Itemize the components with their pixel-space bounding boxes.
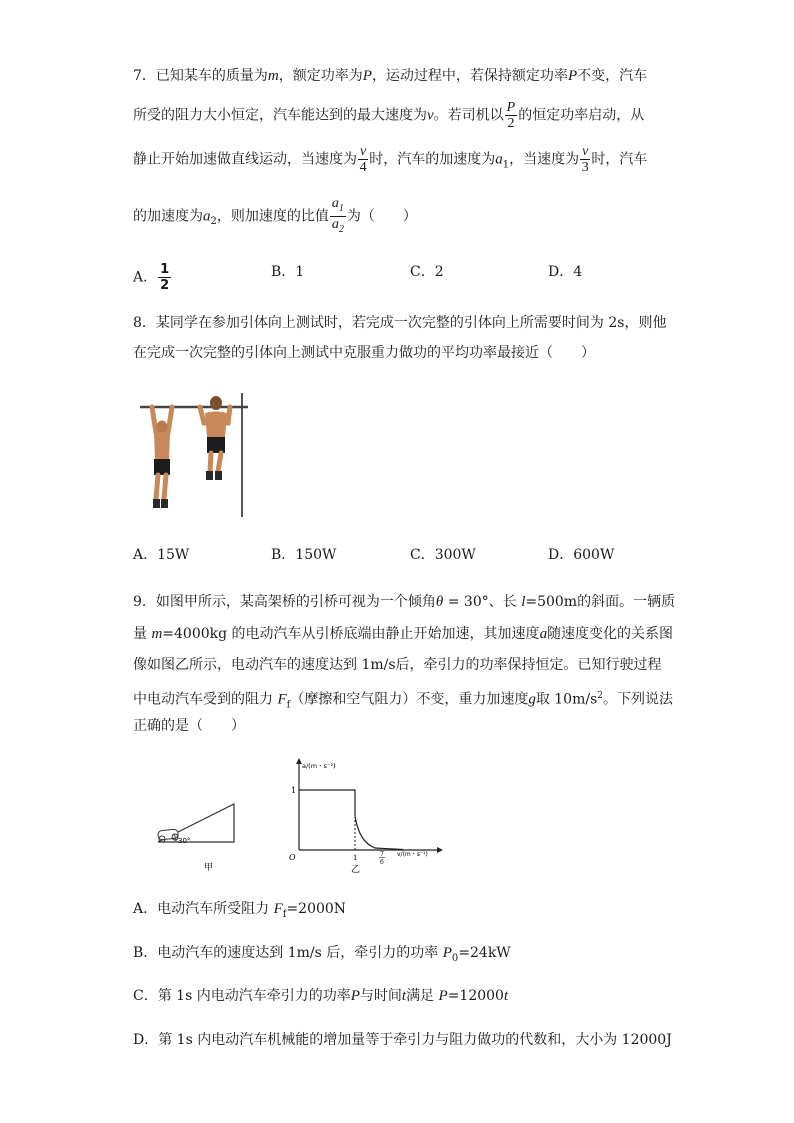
q7-option-d: D．4 <box>548 264 583 280</box>
q9-option-c: C．第 1s 内电动汽车牵引力的功率P与时间t满足 P=12000t <box>133 988 509 1004</box>
q9-line-2: 量 m=4000kg 的电动汽车从引桥底端由静止开始加速，其加速度a随速度变化的关系图 <box>133 626 674 642</box>
q9-line-5: 正确的是（ ） <box>133 718 245 734</box>
fraction-a1-over-a2: $\frac{a_1}{a_2}$ <box>331 196 344 235</box>
q7-line-4: 的加速度为$a_2$，则加速度的比值 $\frac{a_1}{a_2}$ 为（ ） <box>133 196 417 235</box>
x-axis-label: v/(m・s⁻¹) <box>397 851 428 858</box>
figure-yi-label: 乙 <box>351 865 361 875</box>
y-axis-label: a/(m・s⁻²) <box>302 762 336 770</box>
q7-option-b: B．1 <box>271 264 305 280</box>
person-pulled-up <box>200 396 230 480</box>
angle-label: 30° <box>178 837 191 845</box>
q8-line-2: 在完成一次完整的引体向上测试中克服重力做功的平均功率最接近（ ） <box>133 345 595 361</box>
q7-option-a: A． $\frac{1}{2}$ <box>133 262 170 293</box>
q9-line-3: 像如图乙所示，电动汽车的速度达到 1m/s后，牵引力的功率保持恒定。已知行驶过程 <box>133 657 662 673</box>
q8-line-1: 8．某同学在参加引体向上测试时，若完成一次完整的引体向上所需要时间为 2s，则他 <box>133 315 667 331</box>
fraction-v-over-4: $\frac{v}{4}$ <box>359 144 367 175</box>
q8-option-a: A．15W <box>133 547 190 563</box>
x-tick-7-6-den: 6 <box>380 859 384 866</box>
figure-yi-graph <box>285 756 445 876</box>
q8-option-b: B．150W <box>271 547 337 563</box>
fraction-one-half: $\frac{1}{2}$ <box>160 262 170 293</box>
fraction-p-over-2: $\frac{P}{2}$ <box>506 100 516 131</box>
q7-line-3: 静止开始加速做直线运动，当速度为 $\frac{v}{4}$ 时，汽车的加速度为$a_1$，当速度为 $\frac{v}{3}$ 时，汽车 <box>133 144 648 175</box>
q9-option-b: B．电动汽车的速度达到 1m/s 后，牵引力的功率 $P_0=24kW$ <box>133 945 511 964</box>
figure-jia-label: 甲 <box>204 863 214 873</box>
q9-option-d: D．第 1s 内电动汽车机械能的增加量等于牵引力与阻力做功的代数和，大小为 12000J <box>133 1032 672 1048</box>
q7-line-2: 所受的阻力大小恒定，汽车能达到的最大速度为v。若司机以 $\frac{P}{2}$ 的恒定功率启动，从 <box>133 100 645 131</box>
person-hanging <box>152 407 172 508</box>
figure-jia-incline <box>150 796 250 876</box>
q8-option-c: C．300W <box>410 547 476 563</box>
y-tick-1: 1 <box>291 786 297 795</box>
q7-option-c: C．2 <box>410 264 444 280</box>
q9-line-4: 中电动汽车受到的阻力 $F_f$（摩擦和空气阻力）不变，重力加速度g取 $10m/s^2$。下列说法 <box>133 691 674 711</box>
fraction-v-over-3: $\frac{v}{3}$ <box>581 144 589 175</box>
x-tick-7-6-num: 7 <box>380 851 384 858</box>
q9-option-a: A．电动汽车所受阻力 $F_f=2000N$ <box>133 901 347 920</box>
x-tick-1: 1 <box>353 854 358 862</box>
pull-up-figure <box>138 393 248 517</box>
origin-label: O <box>289 853 296 862</box>
q7-line-1: 7．已知某车的质量为m，额定功率为P，运动过程中，若保持额定功率P不变，汽车 <box>133 68 648 84</box>
q9-line-1: 9．如图甲所示，某高架桥的引桥可视为一个倾角θ = 30°、长 l=500m的斜面。一辆质 <box>133 594 676 610</box>
q8-option-d: D．600W <box>548 547 615 563</box>
